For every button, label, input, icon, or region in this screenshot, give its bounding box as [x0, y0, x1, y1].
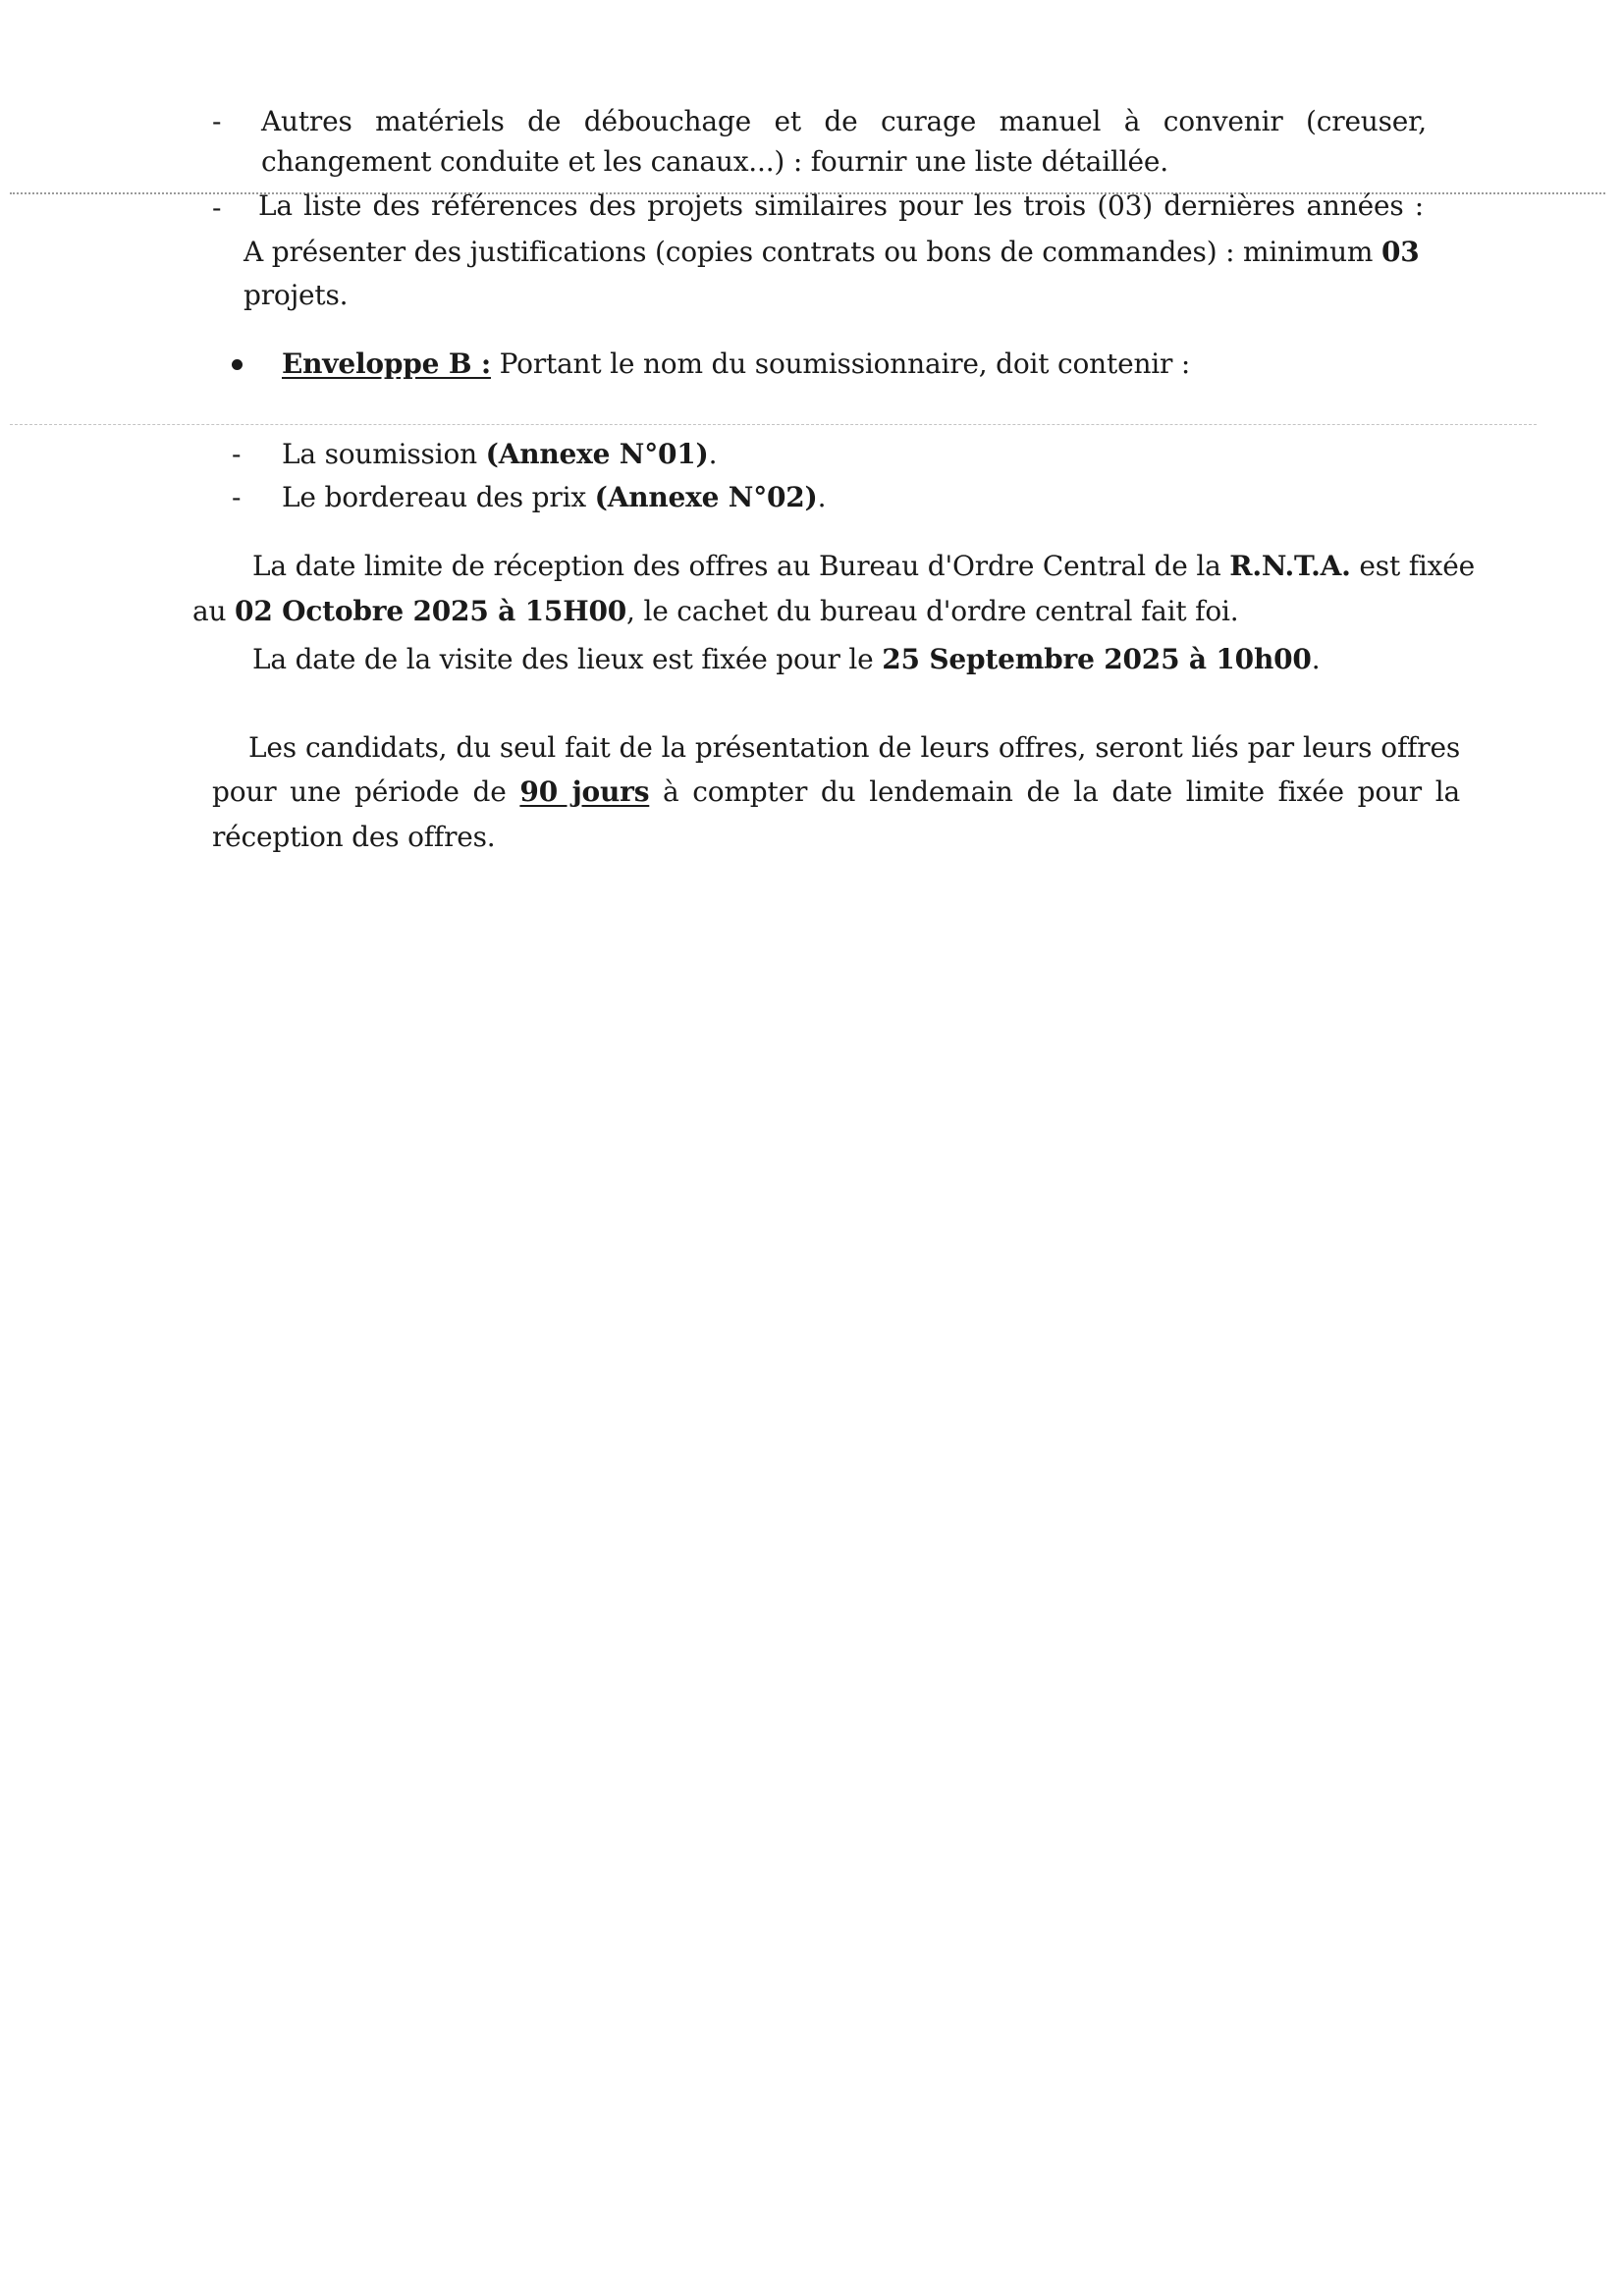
list-item-line: La liste des références des projets similaires pour les trois (03) dernières années :: [258, 189, 1424, 222]
list-item-marker: -: [212, 191, 222, 224]
validity-paragraph-line: réception des offres.: [212, 821, 496, 853]
deadline-paragraph-line: au 02 Octobre 2025 à 15H00, le cachet du bureau d'ordre central fait foi.: [192, 595, 1239, 627]
bullet-icon: [232, 359, 243, 370]
list-item-line: Autres matériels de débouchage et de curage manuel à convenir (creuser,: [261, 105, 1427, 137]
list-item-line: projets.: [243, 279, 349, 311]
enveloppe-b-item: Le bordereau des prix (Annexe N°02).: [282, 481, 827, 513]
visit-date-line: La date de la visite des lieux est fixée pour le 25 Septembre 2025 à 10h00.: [252, 643, 1321, 675]
bold-value: 03: [1381, 236, 1420, 268]
list-item-line: A présenter des justifications (copies contrats ou bons de commandes) : minimum 03: [243, 236, 1420, 268]
list-item-marker: -: [212, 105, 222, 137]
deadline-paragraph-line: La date limite de réception des offres au Bureau d'Ordre Central de la R.N.T.A. est fixée: [252, 550, 1475, 582]
validity-period: 90 jours: [519, 775, 650, 808]
scan-artifact-line: [10, 424, 1537, 425]
deadline-date: 02 Octobre 2025 à 15H00: [235, 595, 627, 627]
list-item-line: changement conduite et les canaux...) : fournir une liste détaillée.: [261, 145, 1168, 178]
enveloppe-b-item: La soumission (Annexe N°01).: [282, 438, 718, 470]
validity-paragraph-line: Les candidats, du seul fait de la présentation de leurs offres, seront liés par leurs offres: [248, 731, 1460, 764]
enveloppe-b-label: Enveloppe B :: [282, 347, 491, 380]
enveloppe-b-heading: Enveloppe B : Portant le nom du soumissionnaire, doit contenir :: [282, 347, 1191, 380]
visit-date: 25 Septembre 2025 à 10h00: [882, 643, 1312, 675]
list-item-marker: -: [232, 438, 242, 470]
validity-paragraph-line: pour une période de 90 jours à compter du lendemain de la date limite fixée pour la: [212, 775, 1461, 808]
list-item-marker: -: [232, 481, 242, 513]
